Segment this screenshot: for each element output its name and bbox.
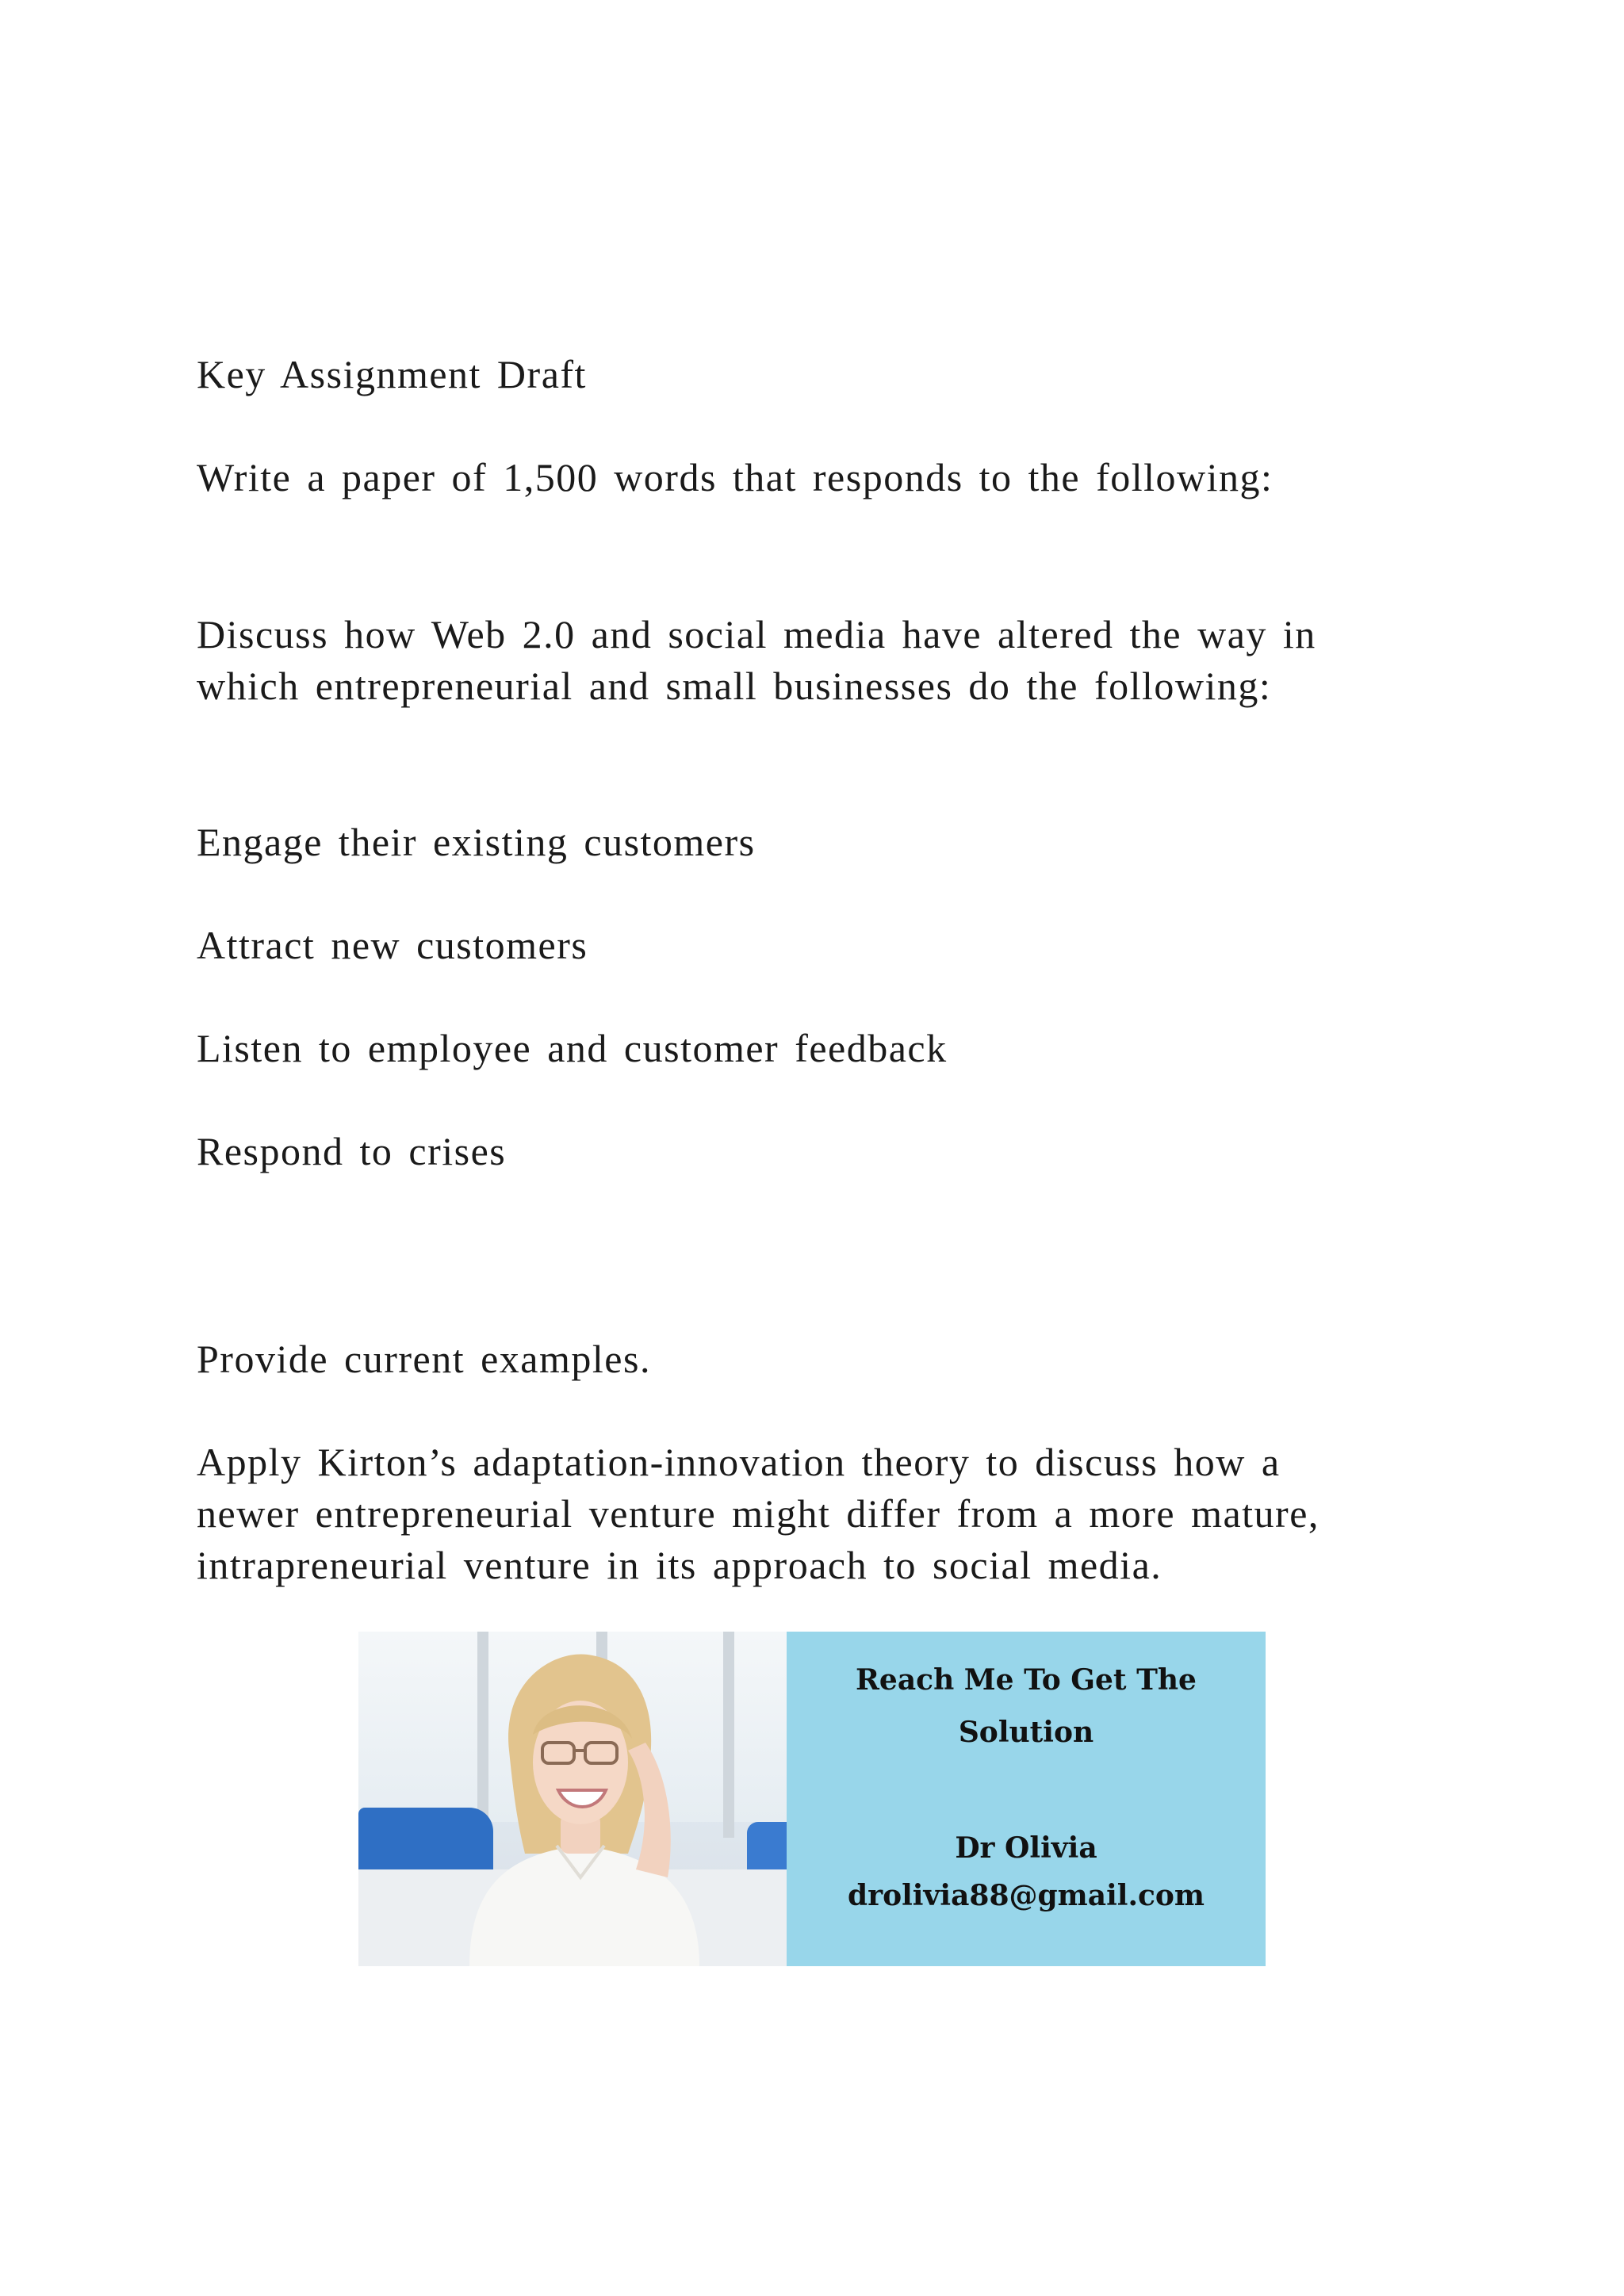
banner-heading: Solution bbox=[958, 1716, 1094, 1749]
banner-heading: Reach Me To Get The bbox=[856, 1663, 1197, 1697]
examples-text: Provide current examples. bbox=[197, 1337, 651, 1381]
contact-banner bbox=[358, 1632, 1266, 1966]
contact-panel bbox=[787, 1632, 1266, 1966]
smiling-woman-figure bbox=[438, 1632, 723, 1966]
instruction-text: Write a paper of 1,500 words that responds to the following: bbox=[197, 455, 1274, 499]
list-item: Attract new customers bbox=[197, 923, 588, 967]
discuss-paragraph bbox=[197, 609, 1434, 712]
contact-email: drolivia88@gmail.com bbox=[847, 1879, 1205, 1912]
list-item: Engage their existing customers bbox=[197, 820, 756, 864]
list-item: Listen to employee and customer feedback bbox=[197, 1026, 948, 1070]
apply-paragraph bbox=[197, 1437, 1434, 1591]
list-item: Respond to crises bbox=[197, 1129, 507, 1173]
discuss-line: which entrepreneurial and small businesses do the following: bbox=[197, 664, 1272, 708]
woman-photo bbox=[358, 1632, 787, 1966]
apply-line: newer entrepreneurial venture might differ from a more mature, bbox=[197, 1491, 1320, 1536]
contact-name: Dr Olivia bbox=[955, 1831, 1097, 1865]
discuss-line: Discuss how Web 2.0 and social media have altered the way in bbox=[197, 612, 1316, 656]
apply-line: intrapreneurial venture in its approach to social media. bbox=[197, 1543, 1162, 1587]
apply-line: Apply Kirton’s adaptation-innovation theory to discuss how a bbox=[197, 1440, 1281, 1484]
document-title: Key Assignment Draft bbox=[197, 352, 587, 396]
